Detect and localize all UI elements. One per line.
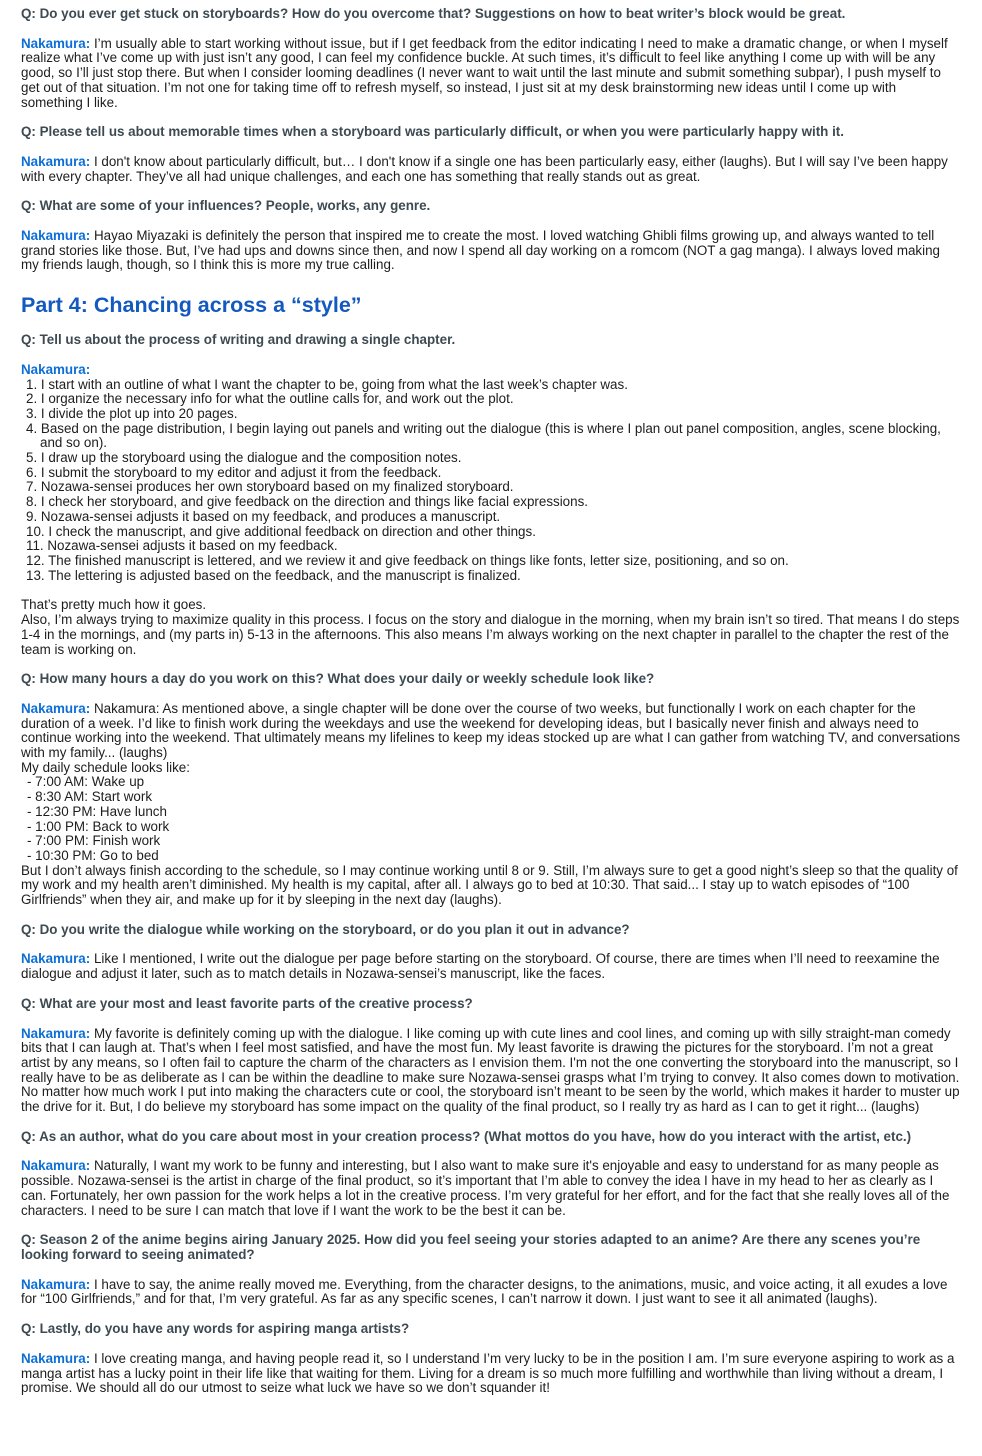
answer-text: I don't know about particularly difficult, but… I don't know if a single one has been particularly easy, either (laughs). But I will say I’ve been happy with every chapter. They’ve all had unique challenges, and each one has something that really stands out as great. xyxy=(21,153,948,184)
schedule-item-3: - 12:30 PM: Have lunch xyxy=(27,803,167,819)
speaker-label: Nakamura: xyxy=(21,153,91,169)
speaker-label: Nakamura: xyxy=(21,361,91,377)
schedule-item-5: - 7:00 PM: Finish work xyxy=(27,833,161,849)
speaker-label: Nakamura: xyxy=(21,951,91,967)
process-step-6: 6. I submit the storyboard to my editor and adjust it from the feedback. xyxy=(26,464,442,480)
process-step-1: 1. I start with an outline of what I want the chapter to be, going from what the last week’s chapter was. xyxy=(26,376,628,392)
answer-6 xyxy=(21,952,961,981)
speaker-label: Nakamura: xyxy=(21,228,91,244)
answer-text: Naturally, I want my work to be funny and interesting, but I also want to make sure it's enjoyable and easy to understand for as many people as possible. Nozawa-sensei is the artist in charge of the final product, so it’s important that I’m able to convey the idea I have in my head to her as clearly as I can. Fortunately, her own passion for the work helps a lot in the creative process. I’m very grateful for her effort, and for the fact that she really loves all of the characters. I need to be sure I can match that love if I want the work to be the best it can be. xyxy=(21,1158,950,1218)
process-step-8: 8. I check her storyboard, and give feedback on the direction and things like facial expressions. xyxy=(26,494,588,510)
question-7: Q: What are your most and least favorite parts of the creative process? xyxy=(21,995,473,1011)
speaker-label: Nakamura: xyxy=(21,1276,91,1292)
question-4: Q: Tell us about the process of writing and drawing a single chapter. xyxy=(21,332,456,348)
schedule-item-2: - 8:30 AM: Start work xyxy=(27,789,153,805)
answer-7 xyxy=(21,1027,961,1115)
answer-text: Nakamura: As mentioned above, a single chapter will be done over the course of two weeks, but functionally I work on each chapter for the duration of a week. I’d like to finish work during the weekdays and use the weekend for developing ideas, but I basically never finish and always need to continue working into the weekend. That ultimately means my lifelines to keep my ideas stocked up are what I can gather from watching TV, and conversations with my family... (laughs) xyxy=(21,700,961,761)
process-step-11: 11. Nozawa-sensei adjusts it based on my feedback. xyxy=(26,538,338,554)
question-6: Q: Do you write the dialogue while working on the storyboard, or do you plan it out in advance? xyxy=(21,921,630,937)
process-step-9: 9. Nozawa-sensei adjusts it based on my feedback, and produces a manuscript. xyxy=(26,508,501,524)
section-heading-part-4: Part 4: Chancing across a “style” xyxy=(21,293,362,318)
answer-text: I love creating manga, and having people read it, so I understand I’m very lucky to be in the position I am. I’m sure everyone aspiring to work as a manga artist has a lucky point in their life like that waiting for them. Living for a dream is so much more fulfilling and worthwhile than living without a dream, I promise. We should all do our utmost to seize what luck we have so we don’t squander it! xyxy=(21,1350,955,1396)
schedule-item-4: - 1:00 PM: Back to work xyxy=(27,818,170,834)
answer-10 xyxy=(21,1352,961,1396)
answer-5-intro xyxy=(21,702,961,761)
answer-8 xyxy=(21,1159,961,1218)
process-step-10: 10. I check the manuscript, and give additional feedback on direction and other things. xyxy=(26,523,536,539)
process-step-4: 4. Based on the page distribution, I begin laying out panels and writing out the dialogue (this is where I plan out panel composition, angles, scene blocking, and so on). xyxy=(26,420,941,451)
answer-9 xyxy=(21,1278,961,1307)
answer-5 xyxy=(21,702,961,908)
answer-4-outro-line-2: Also, I’m always trying to maximize quality in this process. I focus on the story and dialogue in the morning, when my brain isn’t so tired. That means I do steps 1-4 in the mornings, and (my parts in) 5-13 in the afternoons. This also means I’m always working on the next chapter in parallel to the chapter the rest of the team is working on. xyxy=(21,612,960,657)
process-step-12: 12. The finished manuscript is lettered, and we review it and give feedback on things like fonts, letter size, positioning, and so on. xyxy=(26,552,789,568)
answer-text: Hayao Miyazaki is definitely the person that inspired me to create the most. I loved watching Ghibli films growing up, and always wanted to tell grand stories like those. But, I’ve had ups and downs since then, and now I spend all day working on a romcom (NOT a gag manga). I always loved making my friends laugh, though, so I think this is more my true calling. xyxy=(21,228,940,273)
schedule-item-6: - 10:30 PM: Go to bed xyxy=(27,847,159,863)
process-step-13: 13. The lettering is adjusted based on the feedback, and the manuscript is finalized. xyxy=(26,567,521,583)
process-step-2: 2. I organize the necessary info for what the outline calls for, and work out the plot. xyxy=(26,391,514,407)
speaker-label: Nakamura: xyxy=(21,1025,91,1041)
question-1: Q: Do you ever get stuck on storyboards? How do you overcome that? Suggestions on how to beat writer’s block would be great. xyxy=(21,6,846,21)
answer-text: My favorite is definitely coming up with the dialogue. I like coming up with cute lines and cool lines, and coming up with silly straight-man comedy bits that I can laugh at. That’s when I feel most satisfied, and have the most fun. My least favorite is drawing the pictures for the storyboard. I’m not a great artist by any means, so I often fail to capture the charm of the characters as I envision them. I'm not the one converting the storyboard into the manuscript, so I really have to be as deliberate as I can be within the deadline to make sure Nozawa-sensei grasps what I’m trying to convey. It also comes down to motivation. No matter how much work I put into making the characters cute or cool, the storyboard isn’t meant to be seen by the world, which makes it harder to muster up the drive for it. But, I do believe my storyboard has some impact on the quality of the final product, so I really try as hard as I can to get it right... (laughs) xyxy=(21,1025,960,1115)
speaker-line xyxy=(21,363,961,378)
process-step-3: 3. I divide the plot up into 20 pages. xyxy=(26,405,238,421)
question-8: Q: As an author, what do you care about most in your creation process? (What mottos do you have, how do you interact with the artist, etc.) xyxy=(21,1128,912,1144)
question-2: Q: Please tell us about memorable times when a storyboard was particularly difficult, or when you were particularly happy with it. xyxy=(21,124,844,140)
answer-2 xyxy=(21,155,961,184)
process-step-5: 5. I draw up the storyboard using the dialogue and the composition notes. xyxy=(26,450,462,466)
question-3: Q: What are some of your influences? People, works, any genre. xyxy=(21,198,431,214)
speaker-label: Nakamura: xyxy=(21,1350,91,1366)
answer-text: Like I mentioned, I write out the dialogue per page before starting on the storyboard. Of course, there are times when I’ll need to reexamine the dialogue and adjust it later, such as to match details in Nozawa-sensei’s manuscript, like the faces. xyxy=(21,951,940,982)
question-9: Q: Season 2 of the anime begins airing January 2025. How did you feel seeing your stories adapted to an anime? Are there any scenes you’re looking forward to seeing animated? xyxy=(21,1232,921,1262)
answer-5-outro: But I don’t always finish according to the schedule, so I may continue working until 8 or 9. Still, I’m always sure to get a good night’s sleep so that the quality of my work and my health aren’t diminished. My health is my capital, after all. I always go to bed at 10:30. That said... I stay up to watch episodes of “100 Girlfriends” when they air, and make up for it by sleeping in the next day (laughs). xyxy=(21,862,958,908)
schedule-item-1: - 7:00 AM: Wake up xyxy=(27,774,145,790)
answer-text: I have to say, the anime really moved me. Everything, from the character designs, to the animations, music, and voice acting, it all exudes a love for “100 Girlfriends,” and for that, I’m very grateful. As far as any specific scenes, I can’t narrow it down. I just want to see it all animated (laughs). xyxy=(21,1276,948,1307)
answer-4 xyxy=(21,363,961,657)
answer-1 xyxy=(21,37,961,111)
answer-text: I’m usually able to start working without issue, but if I get feedback from the editor indicating I need to make a dramatic change, or when I myself realize what I’ve come up with just isn’t any good, I can feel my confidence buckle. At such times, it’s difficult to feel like anything I come up with will be any good, so I’ll just stop there. But when I consider looming deadlines (I never want to wait until the last minute and submit something subpar), I push myself to get out of that situation. I’m not one for taking time off to refresh myself, so instead, I just sit at my desk brainstorming new ideas until I come up with something I like. xyxy=(21,35,948,110)
speaker-label: Nakamura: xyxy=(21,1158,91,1174)
question-10: Q: Lastly, do you have any words for aspiring manga artists? xyxy=(21,1321,410,1337)
question-5: Q: How many hours a day do you work on this? What does your daily or weekly schedule look like? xyxy=(21,671,655,687)
answer-4-outro-line-1: That’s pretty much how it goes. xyxy=(21,597,207,613)
schedule-label: My daily schedule looks like: xyxy=(21,759,190,775)
speaker-label: Nakamura: xyxy=(21,700,91,716)
process-step-7: 7. Nozawa-sensei produces her own storyboard based on my finalized storyboard. xyxy=(26,479,514,495)
speaker-label: Nakamura: xyxy=(21,35,91,51)
answer-3 xyxy=(21,229,961,273)
